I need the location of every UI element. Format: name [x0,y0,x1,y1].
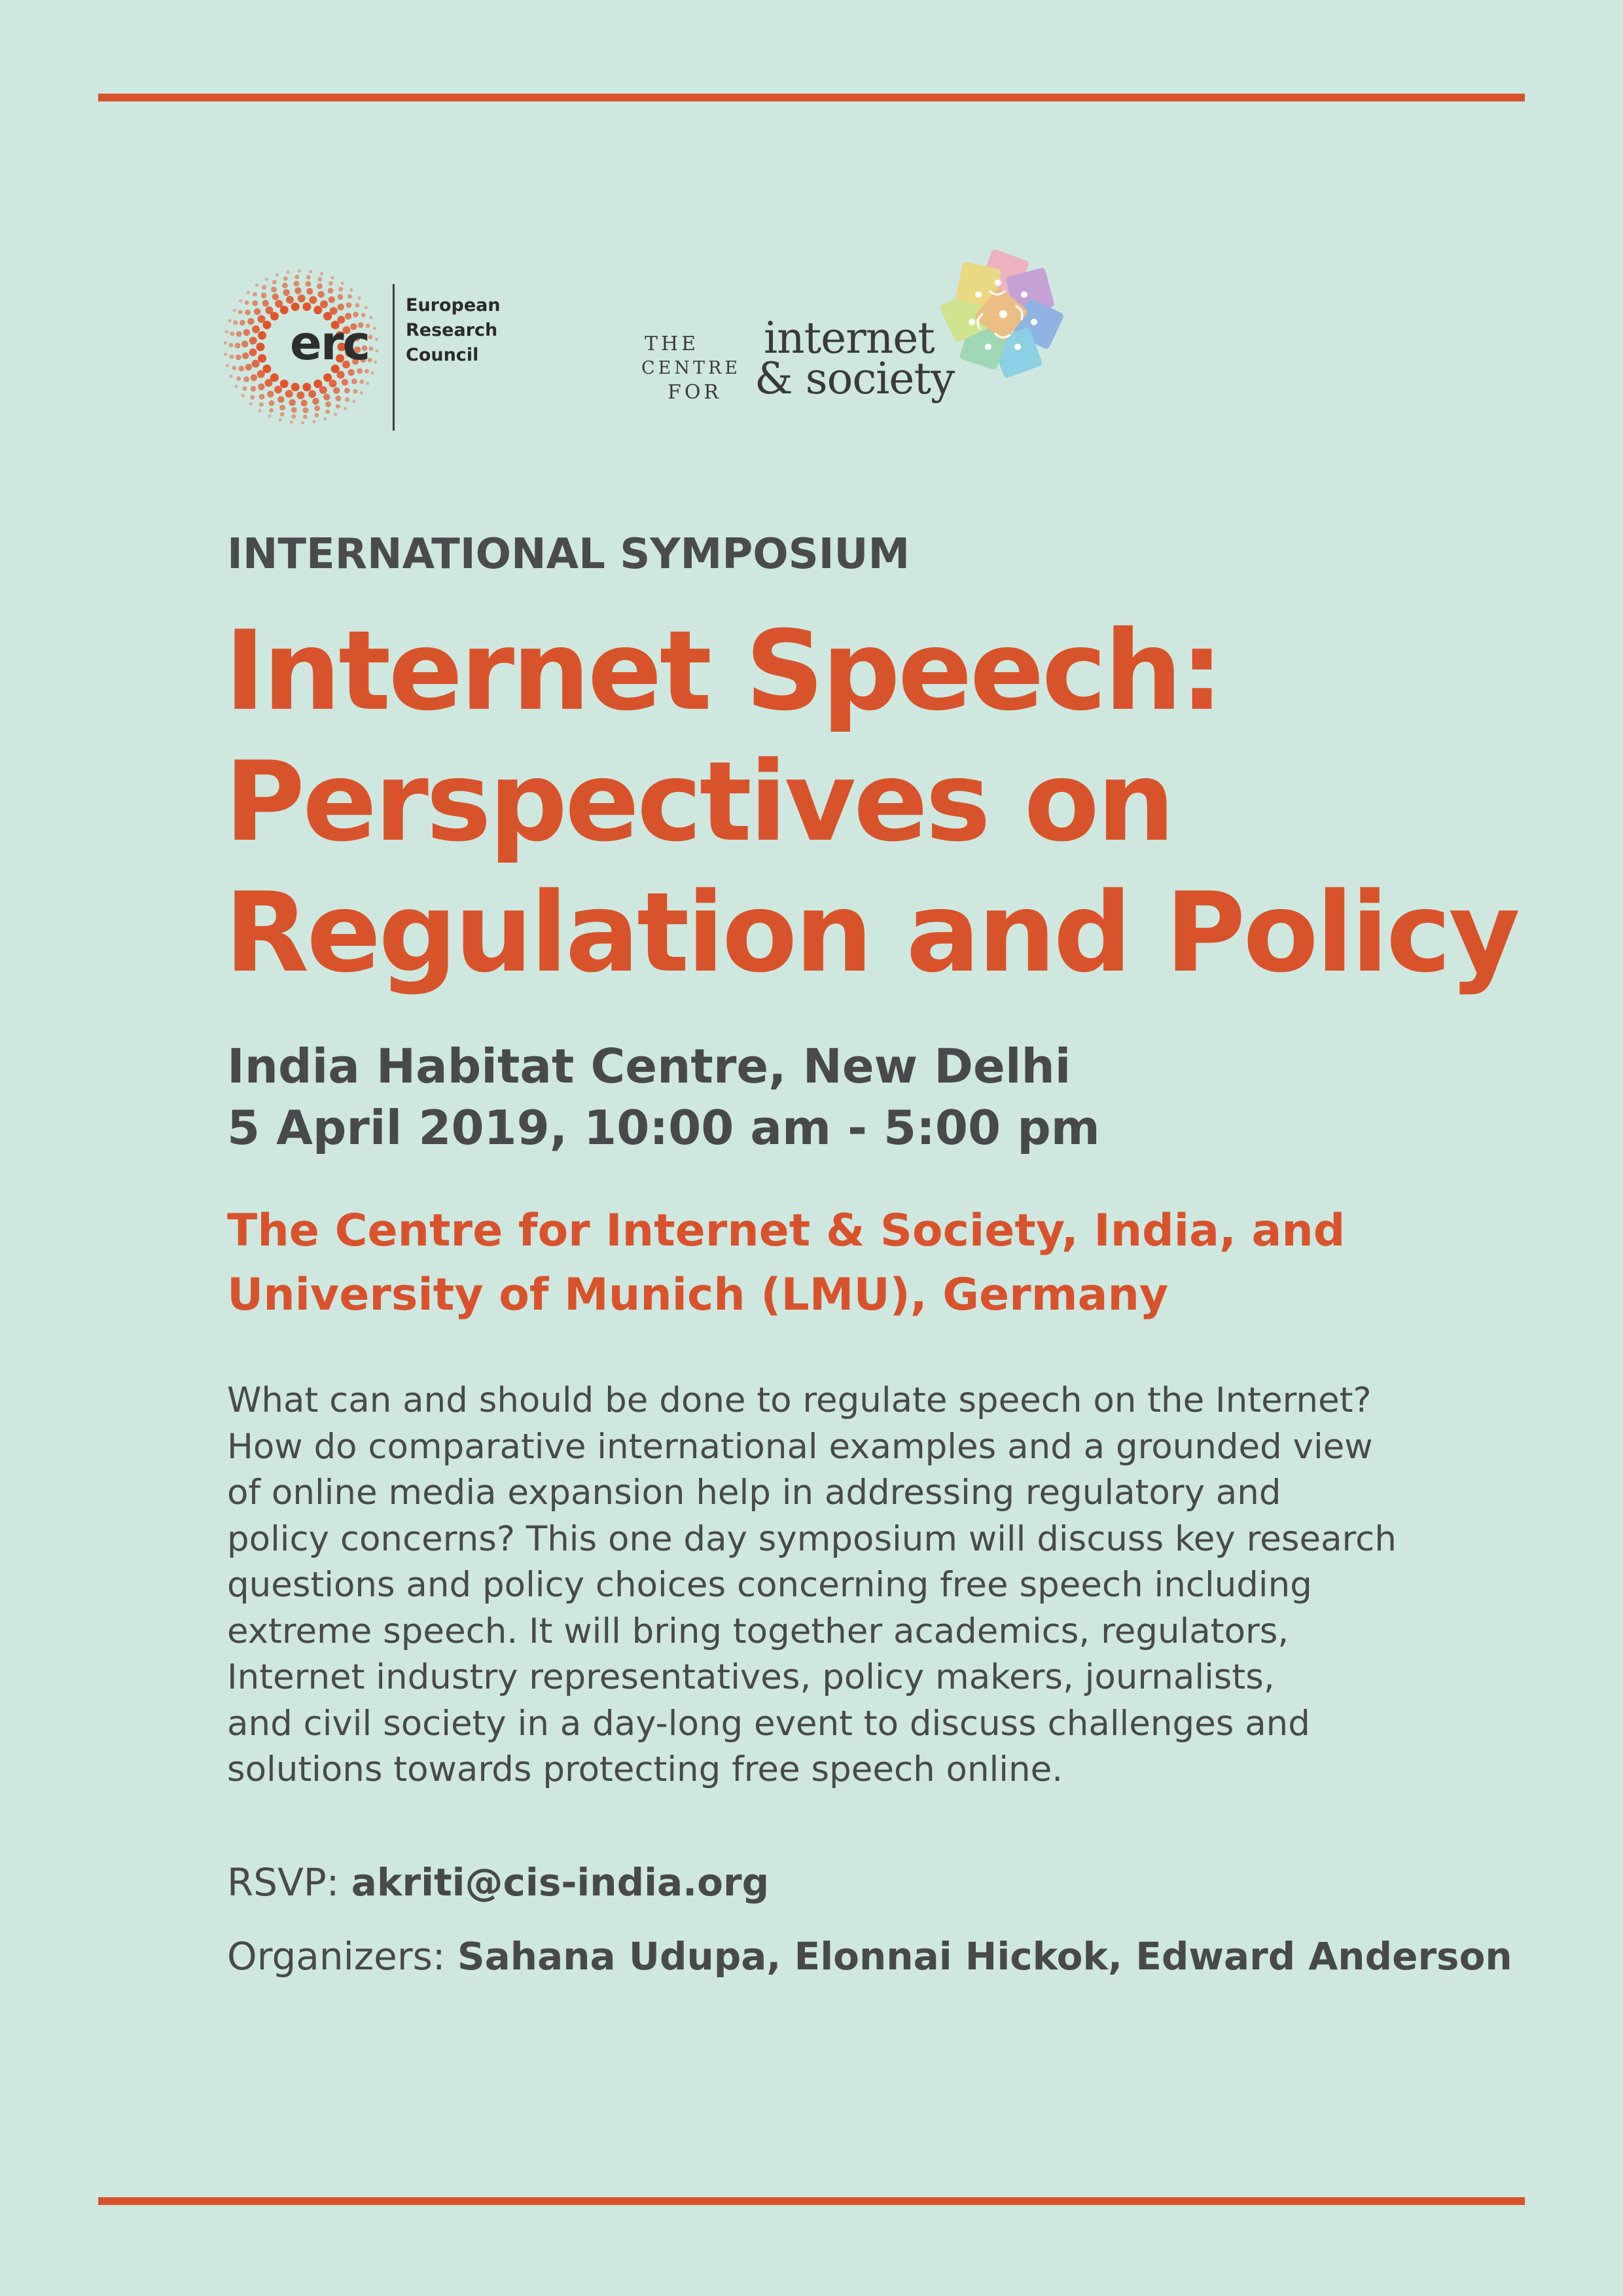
event-title [224,605,1533,998]
organizers-label: Organizers: [227,1934,457,1979]
erc-name-line: Council [406,345,479,365]
description-line: Internet industry representatives, policy makers, journalists, [227,1657,1275,1697]
event-title-line: Regulation and Policy [224,869,1518,997]
cis-logo-for: FOR [668,381,722,404]
description-line: of online media expansion help in addressing regulatory and [227,1473,1281,1513]
description-line: How do comparative international examples and a grounded view [227,1426,1373,1467]
organizers-names: Sahana Udupa, Elonnai Hickok, Edward Anderson [457,1934,1512,1979]
event-venue-block [227,1035,1100,1158]
cis-logo-society: & society [755,353,955,404]
cis-logo-internet: internet [764,313,935,363]
description-line: What can and should be done to regulate speech on the Internet? [227,1380,1372,1420]
erc-logo-name [406,293,501,368]
erc-name-line: European [406,295,501,315]
erc-logo [223,268,510,425]
event-title-line: Perspectives on [224,738,1173,866]
cis-logo-the: THE [645,332,700,355]
erc-logo-divider [393,284,395,431]
organizers-line [227,1934,1512,1979]
event-datetime: 5 April 2019, 10:00 am - 5:00 pm [227,1100,1100,1155]
erc-name-line: Research [406,320,498,340]
rsvp-label: RSVP: [227,1860,351,1905]
event-hosts-line: The Centre for Internet & Society, India, and [227,1205,1346,1257]
cis-logo [641,249,1070,419]
description-line: solutions towards protecting free speech online. [227,1749,1063,1789]
description-line: extreme speech. It will bring together academics, regulators, [227,1611,1289,1651]
description-line: and civil society in a day-long event to discuss challenges and [227,1703,1310,1744]
description-line: questions and policy choices concerning free speech including [227,1565,1312,1605]
rsvp-email-link[interactable]: akriti@cis-india.org [351,1860,770,1905]
erc-logo-mark: erc [290,315,370,370]
event-hosts [227,1199,1345,1327]
cis-logo-centre: CENTRE [641,358,741,378]
top-divider-rule [98,94,1525,101]
cis-flower-icon [933,249,1070,393]
description-line: policy concerns? This one day symposium will discuss key research [227,1518,1397,1559]
event-description [227,1378,1397,1793]
event-kicker: INTERNATIONAL SYMPOSIUM [227,530,910,579]
event-title-line: Internet Speech: [224,607,1222,735]
rsvp-line [227,1860,769,1905]
event-hosts-line: University of Munich (LMU), Germany [227,1269,1169,1321]
event-location: India Habitat Centre, New Delhi [227,1039,1071,1094]
bottom-divider-rule [98,2197,1525,2205]
